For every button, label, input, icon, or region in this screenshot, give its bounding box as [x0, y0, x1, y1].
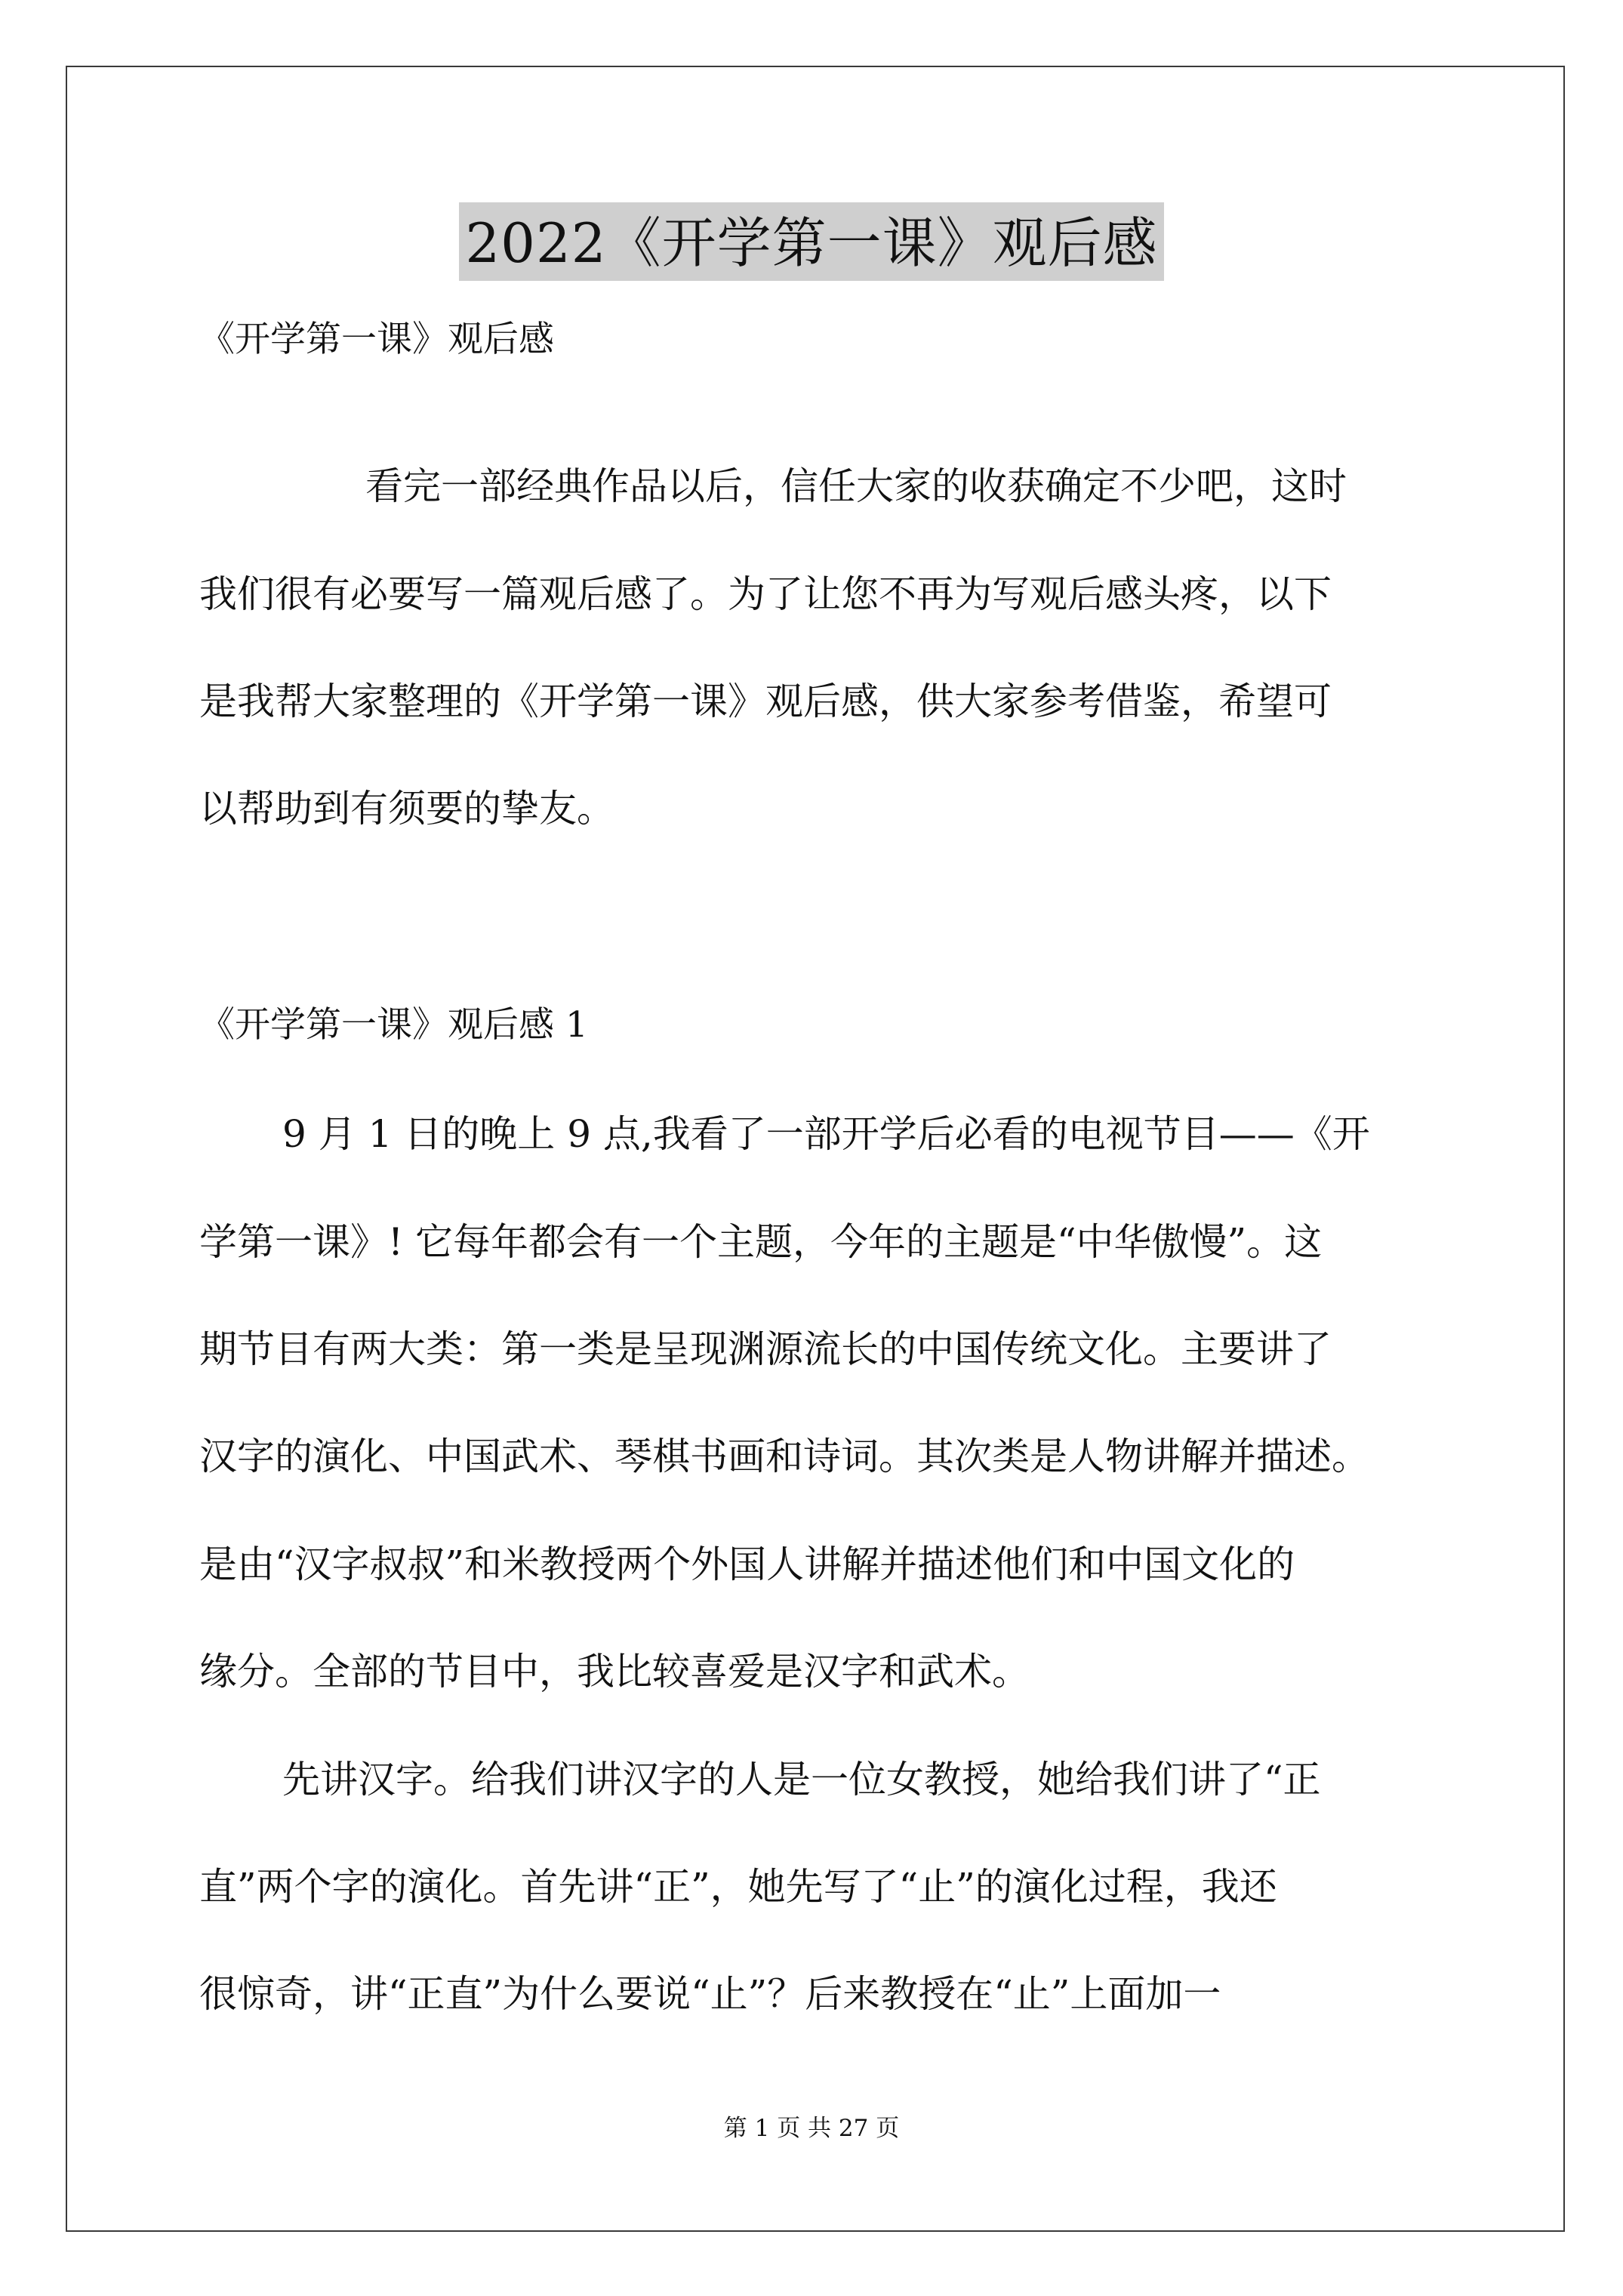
paragraph-line: 汉字的演化、中国武术、琴棋书画和诗词。其次类是人物讲解并描述。: [199, 1435, 1369, 1478]
paragraph-line: 是由“汉字叔叔”和米教授两个外国人讲解并描述他们和中国文化的: [199, 1542, 1295, 1586]
intro-line: 看完一部经典作品以后，信任大家的收获确定不少吧，这时: [365, 464, 1347, 508]
intro-line: 以帮助到有须要的挚友。: [199, 787, 614, 831]
section-heading: 《开学第一课》观后感 1: [199, 1004, 588, 1046]
intro-line: 我们很有必要写一篇观后感了。为了让您不再为写观后感头疼，以下: [199, 572, 1332, 616]
title-container: [0, 202, 1623, 281]
intro-heading: 《开学第一课》观后感: [199, 319, 554, 360]
paragraph-line: 很惊奇，讲“正直”为什么要说“止”？后来教授在“止”上面加一: [199, 1972, 1221, 2016]
paragraph-line: 期节目有两大类：第一类是呈现渊源流长的中国传统文化。主要讲了: [199, 1327, 1332, 1371]
paragraph-line: 缘分。全部的节目中，我比较喜爱是汉字和武术。: [199, 1650, 1030, 1693]
intro-line: 是我帮大家整理的《开学第一课》观后感，供大家参考借鉴，希望可: [199, 680, 1332, 723]
paragraph-line: 9 月 1 日的晚上 9 点,我看了一部开学后必看的电视节目——《开: [282, 1112, 1370, 1156]
document-title: 2022《开学第一课》观后感: [459, 202, 1163, 281]
paragraph-line: 学第一课》! 它每年都会有一个主题，今年的主题是“中华傲慢”。这: [199, 1220, 1323, 1264]
paragraph-line: 直”两个字的演化。首先讲“正”，她先写了“止”的演化过程，我还: [199, 1865, 1277, 1909]
page-footer: 第 1 页 共 27 页: [723, 2115, 900, 2142]
paragraph-line: 先讲汉字。给我们讲汉字的人是一位女教授，她给我们讲了“正: [282, 1758, 1321, 1801]
